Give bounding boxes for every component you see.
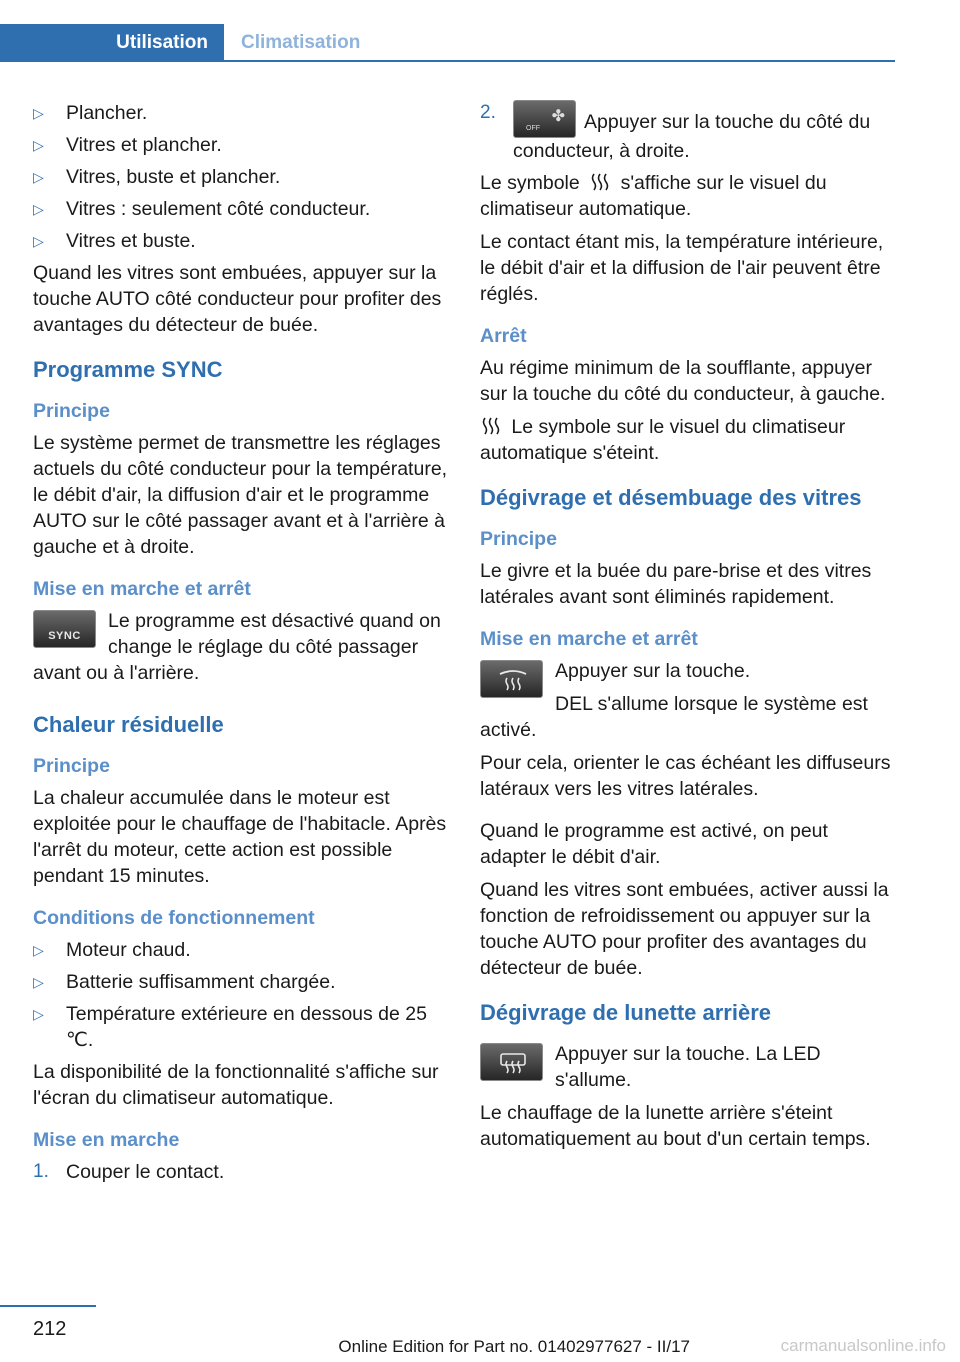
triangle-bullet-icon: ▷ bbox=[33, 1006, 44, 1022]
triangle-bullet-icon: ▷ bbox=[33, 974, 44, 990]
section-heading-chaleur: Chaleur résiduelle bbox=[33, 712, 224, 737]
tab-utilisation[interactable]: Utilisation bbox=[0, 24, 224, 62]
triangle-bullet-icon: ▷ bbox=[33, 169, 44, 185]
section-heading-lunette: Dégivrage de lunette arrière bbox=[480, 1000, 772, 1025]
list-item: ▷ Vitres et plancher. bbox=[33, 134, 222, 156]
windshield-defrost-icon bbox=[498, 668, 528, 692]
triangle-bullet-icon: ▷ bbox=[33, 105, 44, 121]
edition-note: Online Edition for Part no. 01402977627 - II/17 bbox=[338, 1337, 690, 1356]
mode-list bbox=[33, 100, 453, 254]
list-item: ▷ Vitres et buste. bbox=[33, 230, 196, 252]
subheading-conditions: Conditions de fonctionnement bbox=[33, 907, 315, 929]
section-heading-degivrage: Dégivrage et désembuage des vitres bbox=[480, 485, 862, 510]
paragraph: Le symbole sur le visuel du climatiseur automatique s'éteint. bbox=[480, 416, 846, 464]
list-item: ▷ Température extérieure en dessous de 25 ℃. bbox=[33, 1003, 427, 1051]
subheading-arret: Arrêt bbox=[480, 325, 527, 347]
paragraph: La disponibilité de la fonctionnalité s'affiche sur l'écran du climatiseur automatique. bbox=[33, 1061, 439, 1109]
list-item: 2. OFF ✤ Appuyer sur la touche du côté du conducteur, à droite. bbox=[480, 102, 871, 162]
steps-list bbox=[480, 100, 898, 164]
section-heading-sync: Programme SYNC bbox=[33, 357, 223, 382]
subheading-principe: Principe bbox=[33, 400, 110, 422]
rear-window-defrost-icon bbox=[498, 1051, 528, 1075]
list-item: ▷ Moteur chaud. bbox=[33, 939, 191, 961]
sync-button-image: SYNC bbox=[33, 610, 96, 648]
paragraph: Le système permet de transmettre les réglages actuels du côté conducteur pour la température, le débit d'air, la diffusion d'air et le programme AUTO sur le côté passager avant et à l'arrière à gauche et à droite. bbox=[33, 432, 448, 558]
paragraph: Quand les vitres sont embuées, activer aussi la fonction de refroidissement ou appuyer sur la touche AUTO pour profiter des avantages du détecteur de buée. bbox=[480, 879, 889, 979]
paragraph: Pour cela, orienter le cas échéant les diffuseurs latéraux vers les vitres latérales. bbox=[480, 752, 891, 800]
paragraph: Le programme est désactivé quand on change le réglage du côté passager avant ou à l'arrière. bbox=[33, 610, 441, 684]
off-fan-button-image: OFF ✤ bbox=[513, 100, 576, 138]
left-column bbox=[33, 100, 453, 1191]
steps-list bbox=[33, 1159, 453, 1185]
watermark: carmanualsonline.info bbox=[780, 1336, 946, 1355]
paragraph: Au régime minimum de la soufflante, appuyer sur la touche du côté du conducteur, à gauche. bbox=[480, 357, 886, 405]
windshield-defrost-button-image bbox=[480, 660, 543, 698]
paragraph: Quand le programme est activé, on peut adapter le débit d'air. bbox=[480, 820, 828, 868]
subheading-principe: Principe bbox=[33, 755, 110, 777]
paragraph: Appuyer sur la touche. bbox=[555, 660, 751, 682]
subheading-mise-en-marche-arret: Mise en marche et arrêt bbox=[480, 628, 698, 650]
paragraph: Le symbole s'affiche sur le visuel du climatiseur automatique. bbox=[480, 172, 827, 220]
triangle-bullet-icon: ▷ bbox=[33, 201, 44, 217]
list-item: ▷ Plancher. bbox=[33, 102, 148, 124]
paragraph: Le contact étant mis, la température intérieure, le débit d'air et la diffusion de l'air peuvent être réglés. bbox=[480, 231, 884, 305]
paragraph: Le chauffage de la lunette arrière s'éteint automatiquement au bout d'un certain temps. bbox=[480, 1102, 871, 1150]
paragraph: Le givre et la buée du pare-brise et des vitres latérales avant sont éliminés rapidement. bbox=[480, 560, 872, 608]
paragraph: La chaleur accumulée dans le moteur est exploitée pour le chauffage de l'habitacle. Après l'arrêt du moteur, cette action est possible pendant 15 minutes. bbox=[33, 787, 447, 887]
conditions-list bbox=[33, 937, 453, 1053]
tab-climatisation[interactable]: Climatisation bbox=[241, 32, 361, 53]
list-item: ▷ Vitres : seulement côté conducteur. bbox=[33, 198, 371, 220]
triangle-bullet-icon: ▷ bbox=[33, 137, 44, 153]
subheading-mise-en-marche-arret: Mise en marche et arrêt bbox=[33, 578, 251, 600]
paragraph: Appuyer sur la touche. La LED s'allume. bbox=[555, 1043, 821, 1091]
paragraph: Quand les vitres sont embuées, appuyer sur la touche AUTO côté conducteur pour profiter des avantages du détecteur de buée. bbox=[33, 262, 442, 336]
header bbox=[0, 24, 895, 62]
paragraph: DEL s'allume lorsque le système est activé. bbox=[480, 693, 868, 741]
fan-icon: ✤ bbox=[551, 108, 565, 125]
footer-rule bbox=[0, 1305, 96, 1307]
rear-defrost-button-image bbox=[480, 1043, 543, 1081]
page-number: 212 bbox=[33, 1318, 67, 1340]
triangle-bullet-icon: ▷ bbox=[33, 233, 44, 249]
subheading-mise-en-marche: Mise en marche bbox=[33, 1129, 180, 1151]
list-item: 1. Couper le contact. bbox=[33, 1161, 225, 1183]
residual-heat-icon bbox=[480, 416, 502, 436]
residual-heat-icon bbox=[589, 172, 611, 192]
subheading-principe: Principe bbox=[480, 528, 557, 550]
list-item: ▷ Batterie suffisamment chargée. bbox=[33, 971, 336, 993]
triangle-bullet-icon: ▷ bbox=[33, 942, 44, 958]
list-item: ▷ Vitres, buste et plancher. bbox=[33, 166, 281, 188]
right-column bbox=[480, 100, 898, 1159]
